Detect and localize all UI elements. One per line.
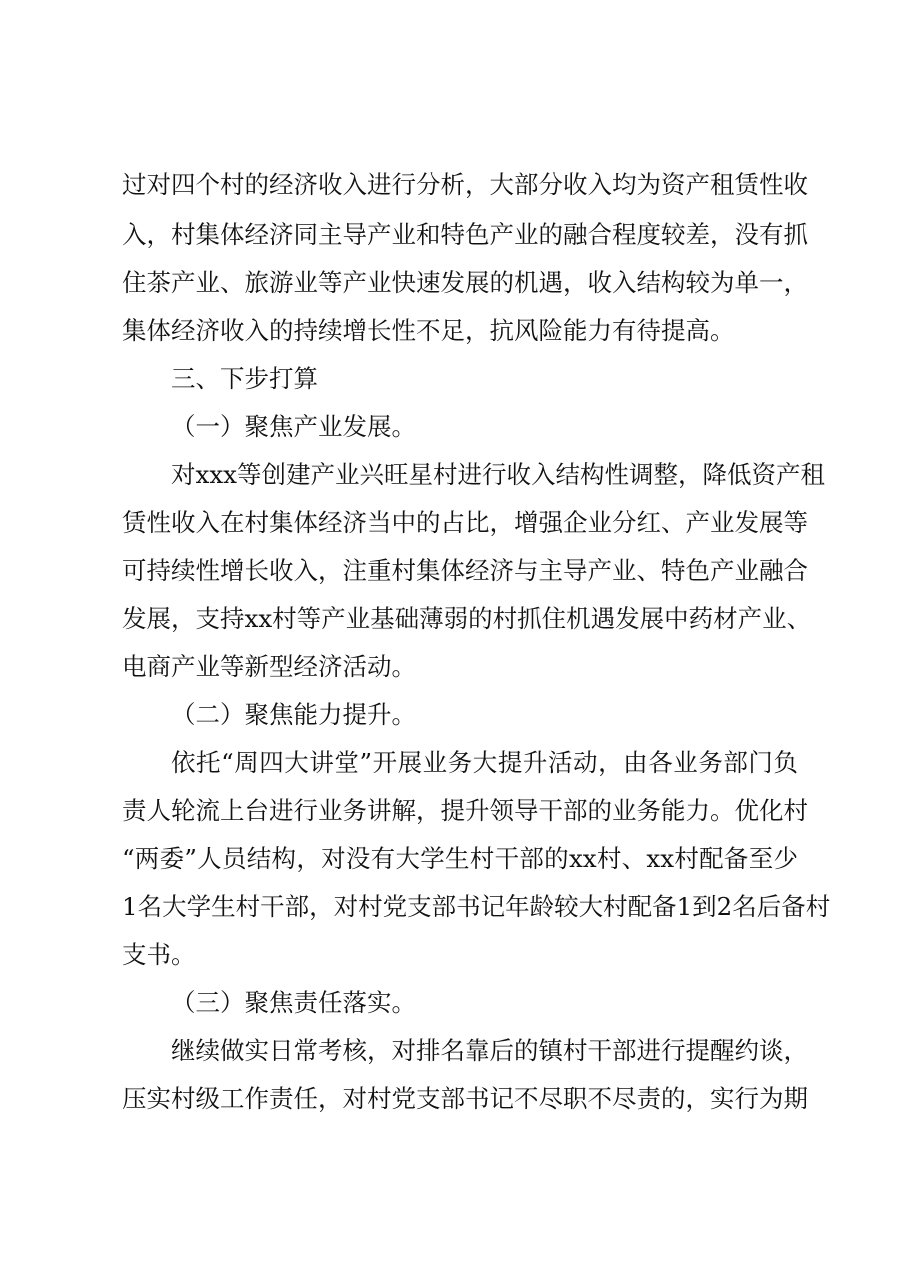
- paragraph-line: 住茶产业、旅游业等产业快速发展的机遇，收入结构较为单一，: [122, 268, 808, 297]
- paragraph-line: 1名大学生村干部，对村党支部书记年龄较大村配备1到2名后备村: [122, 892, 831, 921]
- paragraph-line: 赁性收入在村集体经济当中的占比，增强企业分红、产业发展等: [122, 508, 808, 537]
- paragraph-line: 可持续性增长收入，注重村集体经济与主导产业、特色产业融合: [122, 556, 808, 585]
- paragraph-line: 支书。: [122, 940, 196, 969]
- subsection-heading: （三）聚焦责任落实。: [171, 988, 416, 1017]
- paragraph-line: 依托“周四大讲堂”开展业务大提升活动，由各业务部门负: [171, 748, 798, 777]
- paragraph-line: 压实村级工作责任，对村党支部书记不尽职不尽责的，实行为期: [122, 1084, 808, 1113]
- paragraph-line: 对xxx等创建产业兴旺星村进行收入结构性调整，降低资产租: [171, 460, 825, 489]
- paragraph-line: 责人轮流上台进行业务讲解，提升领导干部的业务能力。优化村: [122, 796, 808, 825]
- subsection-heading: （一）聚焦产业发展。: [171, 412, 416, 441]
- paragraph-line: 电商产业等新型经济活动。: [122, 652, 416, 681]
- paragraph-line: 入，村集体经济同主导产业和特色产业的融合程度较差，没有抓: [122, 220, 808, 249]
- section-heading: 三、下步打算: [171, 364, 318, 393]
- paragraph-line: 继续做实日常考核，对排名靠后的镇村干部进行提醒约谈，: [171, 1036, 808, 1065]
- paragraph-line: 集体经济收入的持续增长性不足，抗风险能力有待提高。: [122, 316, 735, 345]
- paragraph-line: “两委”人员结构，对没有大学生村干部的xx村、xx村配备至少: [122, 844, 798, 873]
- subsection-heading: （二）聚焦能力提升。: [171, 700, 416, 729]
- paragraph-line: 发展，支持xx村等产业基础薄弱的村抓住机遇发展中药材产业、: [122, 604, 812, 633]
- paragraph-line: 过对四个村的经济收入进行分析，大部分收入均为资产租赁性收: [122, 170, 808, 199]
